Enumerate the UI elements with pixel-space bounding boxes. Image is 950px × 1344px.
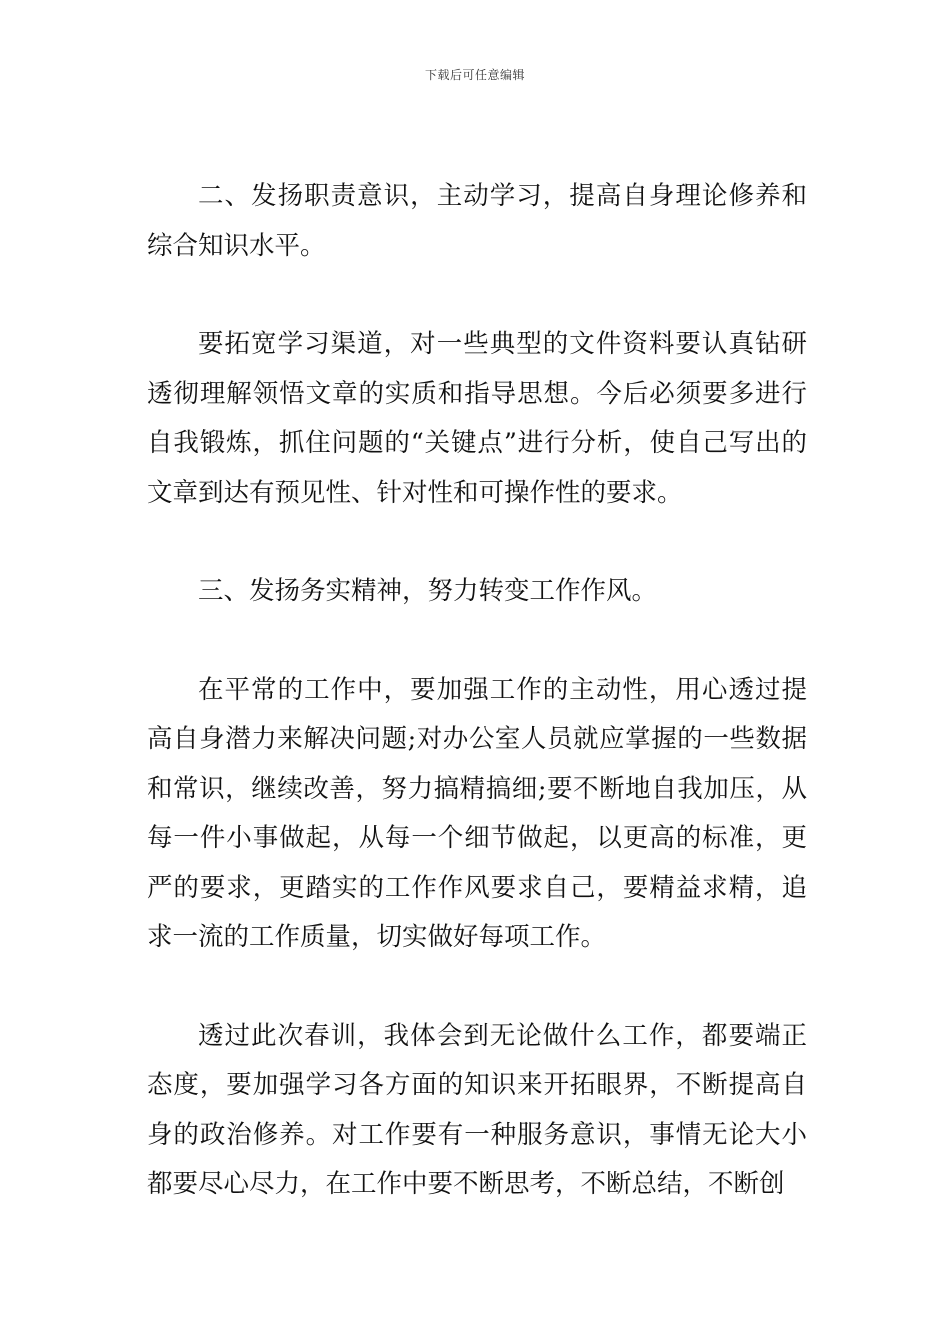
paragraph-work-style: 在平常的工作中，要加强工作的主动性，用心透过提高自身潜力来解决问题;对办公室人员就应掌握的一些数据和常识，继续改善，努力搞精搞细;要不断地自我加压，从每一件小事做起，从每一个细节做起，以更高的标准，更严的要求，更踏实的工作作风要求自己，要精益求精，追求一流的工作质量，切实做好每项工作。 (147, 674, 807, 952)
paragraph-study-channels: 要拓宽学习渠道，对一些典型的文件资料要认真钻研透彻理解领悟文章的实质和指导思想。今后必须要多进行自我锻炼，抓住问题的“关键点”进行分析，使自己写出的文章到达有预见性、针对性和可操作性的要求。 (147, 329, 807, 508)
paragraph-spring-training: 透过此次春训，我体会到无论做什么工作，都要端正态度，要加强学习各方面的知识来开拓眼界，不断提高自身的政治修养。对工作要有一种服务意识，事情无论大小都要尽心尽力，在工作中要不断思考，不断总结，不断创 (147, 1020, 807, 1199)
paragraph-gap (147, 963, 807, 1012)
section-heading-2: 二、发扬职责意识，主动学习，提高自身理论修养和综合知识水平。 (147, 181, 807, 261)
paragraph-gap (147, 271, 807, 320)
document-body (147, 172, 807, 1210)
section-heading-3: 三、发扬务实精神，努力转变工作作风。 (198, 576, 658, 606)
paragraph-gap (147, 617, 807, 666)
paragraph-gap (147, 518, 807, 567)
page-header: 下载后可任意编辑 (424, 68, 525, 82)
